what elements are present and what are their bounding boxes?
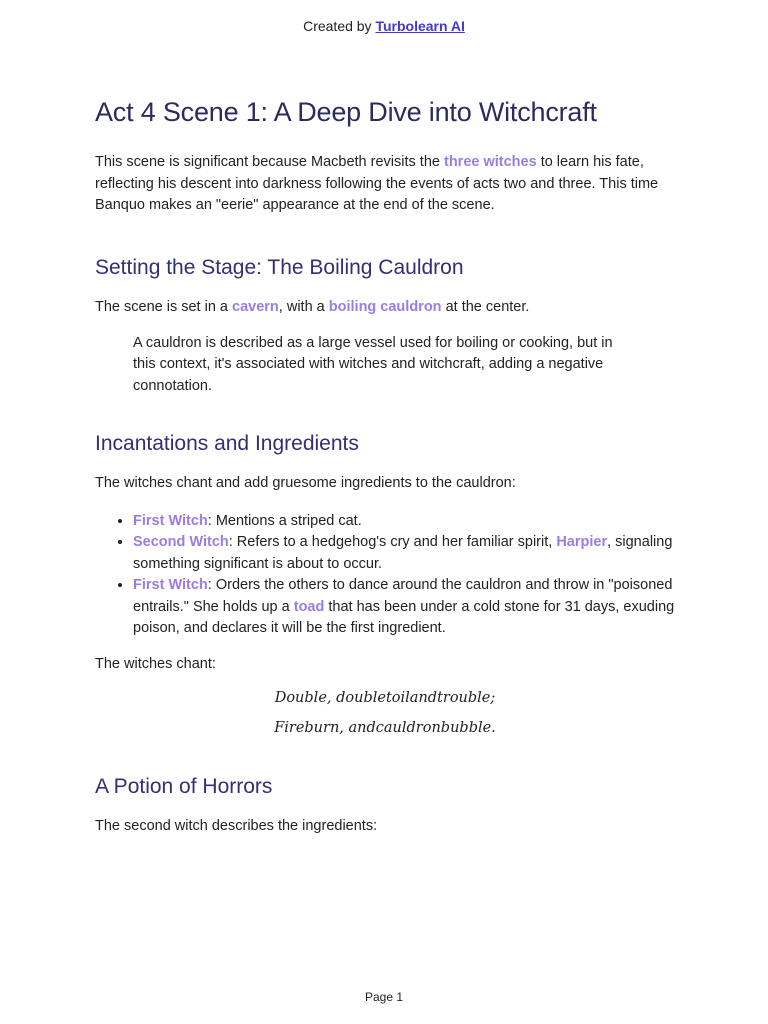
section-heading-setting: Setting the Stage: The Boiling Cauldron: [95, 255, 464, 279]
page-number: Page 1: [364, 990, 404, 1004]
list-item: • Second Witch: Refers to a hedgehog's cry and her familiar spirit, Harpier, signaling something significant is about to occur.: [133, 532, 675, 575]
chant-line-1: Double, doubletoilandtrouble;: [274, 690, 496, 707]
setting-paragraph: The scene is set in a cavern, with a boiling cauldron at the center.: [95, 299, 530, 316]
turbolearn-link[interactable]: Turbolearn AI: [375, 18, 465, 34]
list-item: • First Witch: Orders the others to dance around the cauldron and throw in "poisoned entrails." She holds up a toad that has been under a cold stone for 31 days, exuding poison, and declares it will be the first ingredient.: [133, 575, 675, 640]
section-heading-potion: A Potion of Horrors: [95, 775, 273, 799]
intro-paragraph: This scene is significant because Macbeth revisits the three witches to learn his fate, reflecting his descent into darkness following the events of acts two and three. This time Banquo makes an "eerie" appearance at the end of the scene.: [95, 154, 659, 214]
chant-label: The witches chant:: [95, 655, 216, 672]
page-header: [0, 18, 768, 34]
potion-intro: The second witch describes the ingredients:: [95, 818, 378, 835]
header-prefix: Created by: [303, 18, 372, 34]
incantations-intro: The witches chant and add gruesome ingredients to the cauldron:: [95, 475, 516, 492]
highlight-term: boiling cauldron: [328, 299, 442, 316]
highlight-term: cavern: [232, 299, 279, 316]
ingredients-list: [95, 511, 675, 640]
section-heading-incantations: Incantations and Ingredients: [95, 432, 359, 456]
chant-block: [95, 687, 675, 739]
page-title: Act 4 Scene 1: A Deep Dive into Witchcraft: [95, 97, 597, 127]
highlight-term: three witches: [443, 154, 537, 171]
chant-line-2: Fireburn, andcauldronbubble.: [274, 720, 496, 737]
list-item: • First Witch: Mentions a striped cat.: [133, 511, 675, 533]
document-body: [95, 96, 675, 838]
cauldron-note: A cauldron is described as a large vessel used for boiling or cooking, but in this context, it's associated with witches and witchcraft, adding a negative connotation.: [133, 334, 613, 394]
